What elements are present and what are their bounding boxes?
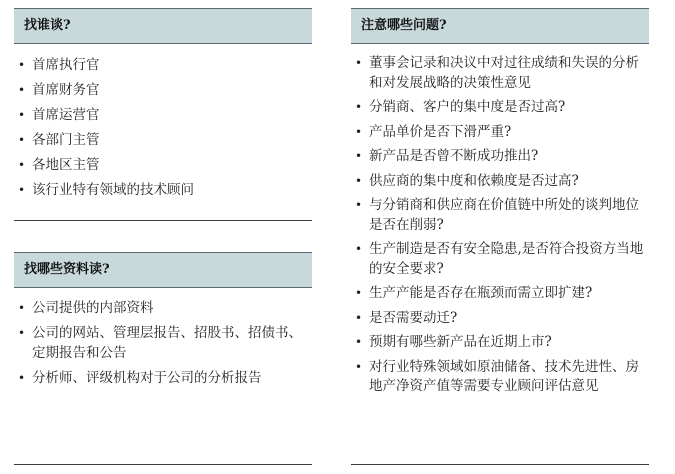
list-item: • 首席运营官 (18, 107, 100, 123)
list-item: • 与分销商和供应商在价值链中所处的谈判地位是否在削弱? (355, 197, 639, 233)
list-item: • 是否需要动迁? (351, 309, 649, 329)
list-item: • 公司的网站、管理层报告、招股书、招债书、定期报告和公告 (18, 325, 302, 361)
who-to-talk-panel (14, 8, 312, 205)
issues-list (351, 44, 649, 397)
list-item: • 分销商、客户的集中度是否过高? (351, 98, 649, 118)
bullet-icon: • (18, 133, 26, 147)
bullet-icon: • (18, 58, 26, 72)
panel-divider (351, 464, 649, 465)
bullet-icon: • (355, 173, 363, 188)
bullet-icon: • (355, 359, 363, 374)
bullet-icon: • (18, 326, 26, 340)
bullet-icon: • (355, 100, 363, 114)
list-item: • 新产品是否曾不断成功推出? (351, 147, 649, 167)
list-item: • 董事会记录和决议中对过往成绩和失误的分析和对发展战略的决策性意见 (355, 55, 639, 91)
list-item: • 对行业特殊领域如原油储备、技术先进性、房地产净资产值等需要专业顾问评估意见 (355, 358, 639, 394)
list-item: • 首席执行官 (18, 57, 100, 73)
bullet-icon: • (355, 198, 363, 212)
what-to-read-panel (14, 252, 312, 393)
who-to-talk-list (14, 44, 312, 200)
list-item: • 生产产能是否存在瓶颈而需立即扩建? (351, 284, 649, 304)
bullet-icon: • (18, 108, 26, 122)
list-item: • 分析师、评级机构对于公司的分析报告 (18, 370, 262, 386)
list-item: • 公司提供的内部资料 (18, 300, 154, 316)
panel-divider (14, 220, 312, 221)
bullet-icon: • (18, 183, 26, 197)
bullet-icon: • (355, 335, 363, 349)
list-item: • 预期有哪些新产品在近期上市? (351, 333, 649, 353)
what-to-read-title: 找哪些资料读? (14, 252, 312, 288)
bullet-icon: • (355, 310, 363, 325)
what-to-read-list (14, 288, 312, 388)
panel-divider (14, 464, 312, 465)
list-item: • 该行业特有领域的技术顾问 (18, 182, 194, 198)
who-to-talk-title: 找谁谈? (14, 8, 312, 44)
list-item: • 各部门主管 (18, 132, 100, 148)
list-item: • 各地区主管 (18, 157, 100, 173)
bullet-icon: • (18, 83, 26, 97)
bullet-icon: • (355, 286, 363, 300)
bullet-icon: • (18, 371, 26, 385)
issues-panel (351, 8, 649, 402)
issues-title: 注意哪些问题? (351, 8, 649, 44)
bullet-icon: • (355, 149, 363, 163)
bullet-icon: • (355, 56, 363, 70)
list-item: • 供应商的集中度和依赖度是否过高? (351, 172, 649, 192)
bullet-icon: • (18, 158, 26, 172)
list-item: • 产品单价是否下滑严重? (351, 123, 649, 143)
list-item: • 首席财务官 (18, 82, 100, 98)
bullet-icon: • (355, 124, 363, 139)
bullet-icon: • (355, 242, 363, 256)
bullet-icon: • (18, 301, 26, 315)
list-item: • 生产制造是否有安全隐患,是否符合投资方当地的安全要求? (355, 241, 644, 277)
